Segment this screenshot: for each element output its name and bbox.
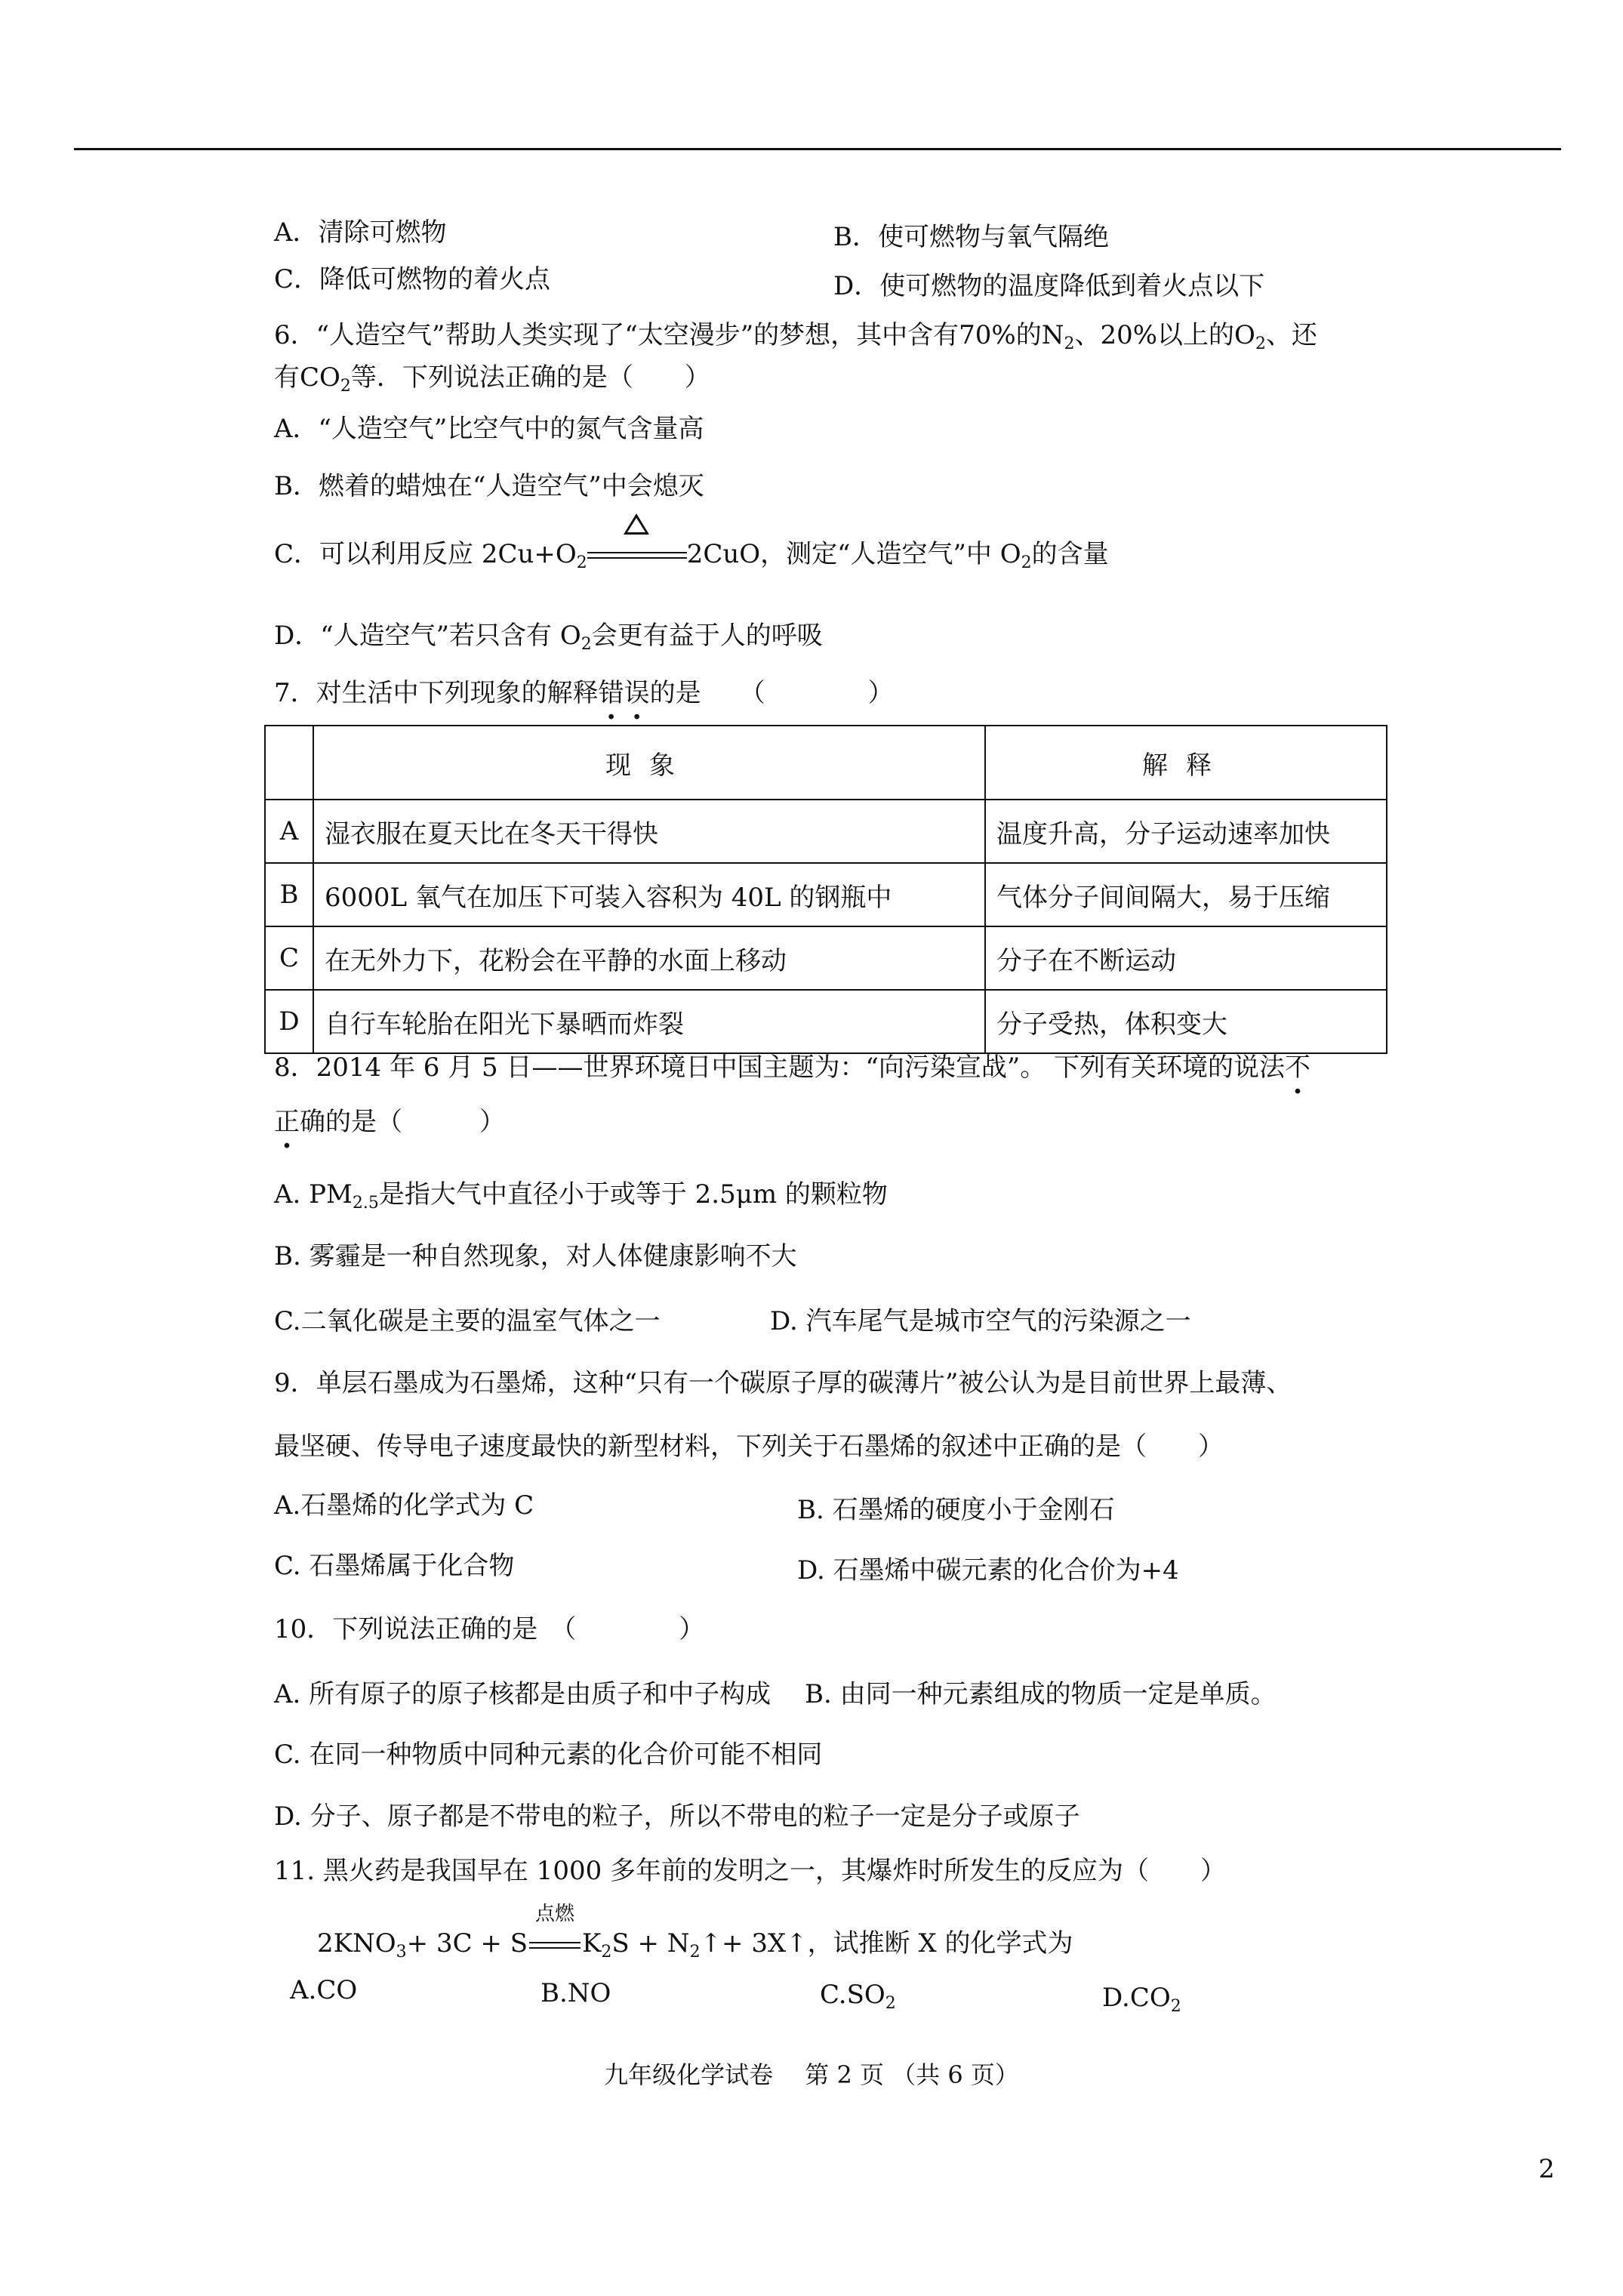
q11-equation: $2KNO_3+ 3C + S$ 点燃 $K_2S$ + $N_2↑+$ 3X↑，试推断 X 的化学式为 xyxy=(317,1903,1073,1962)
row-phenomenon: 湿衣服在夏天比在冬天干得快 xyxy=(313,800,985,863)
q8-stem-line2: 正确的是（ ） xyxy=(274,1107,505,1137)
q8-option-b: B. 雾霾是一种自然现象，对人体健康影响不大 xyxy=(274,1241,797,1271)
q11-option-d: $D.CO_2$ xyxy=(1102,1983,1181,2016)
header-key-cell xyxy=(265,726,313,800)
row-phenomenon: 自行车轮胎在阳光下暴晒而炸裂 xyxy=(313,990,985,1053)
q5-option-d: D．使可燃物的温度降低到着火点以下 xyxy=(833,271,1265,301)
q10-stem: 10．下列说法正确的是 （ ） xyxy=(274,1614,705,1644)
q9-option-b: B. 石墨烯的硬度小于金刚石 xyxy=(797,1495,1115,1525)
q8-option-d: D. 汽车尾气是城市空气的污染源之一 xyxy=(770,1306,1191,1336)
q11-option-b: B.NO xyxy=(540,1978,611,2008)
row-explanation: 分子受热，体积变大 xyxy=(985,990,1387,1053)
table-header-row xyxy=(265,726,1387,800)
q8-option-a: A. $PM_{2.5}$是指大气中直径小于或等于 2.5μm 的颗粒物 xyxy=(274,1179,888,1213)
table-row xyxy=(265,926,1387,990)
q5-option-b: B．使可燃物与氧气隔绝 xyxy=(833,222,1109,252)
q9-option-a: A.石墨烯的化学式为 C xyxy=(274,1490,534,1521)
q6-stem-line1: 6．“人造空气”帮助人类实现了“太空漫步”的梦想，其中含有70%的$N_2$、20%以上的$O_2$、还 xyxy=(274,320,1317,353)
q8-stem-line1: 8．2014 年 6 月 5 日——世界环境日中国主题为：“向污染宣战”。 下列有关环境的说法不 xyxy=(274,1052,1311,1083)
q6-stem-line2: 有$CO_2$等．下列说法正确的是（ ） xyxy=(274,362,710,396)
row-key: D xyxy=(265,990,313,1053)
row-phenomenon: 在无外力下，花粉会在平静的水面上移动 xyxy=(313,926,985,990)
q5-option-a: A．清除可燃物 xyxy=(274,217,447,248)
q7-table xyxy=(264,725,1387,1054)
row-key: B xyxy=(265,863,313,926)
q9-option-c: C. 石墨烯属于化合物 xyxy=(274,1551,515,1581)
row-explanation: 温度升高，分子运动速率加快 xyxy=(985,800,1387,863)
q7-stem: 7．对生活中下列现象的解释错误的是 （ ） xyxy=(274,678,894,708)
row-key: C xyxy=(265,926,313,990)
q6-option-a: A．“人造空气”比空气中的氮气含量高 xyxy=(274,414,704,444)
q10-option-c: C. 在同一种物质中同种元素的化合价可能不相同 xyxy=(274,1740,823,1770)
q10-option-ab: A. 所有原子的原子核都是由质子和中子构成 B. 由同一种元素组成的物质一定是单质。 xyxy=(274,1679,1277,1709)
heating-arrow-icon xyxy=(587,539,687,572)
q9-stem-line2: 最坚硬、传导电子速度最快的新型材料，下列关于石墨烯的叙述中正确的是（ ） xyxy=(274,1432,1224,1462)
row-explanation: 分子在不断运动 xyxy=(985,926,1387,990)
ignition-arrow-icon: 点燃 xyxy=(528,1928,582,1962)
q10-option-d: D. 分子、原子都是不带电的粒子，所以不带电的粒子一定是分子或原子 xyxy=(274,1801,1080,1832)
row-phenomenon: 6000L 氧气在加压下可装入容积为 40L 的钢瓶中 xyxy=(313,863,985,926)
header-rule xyxy=(74,148,1561,150)
q9-option-d: D. 石墨烯中碳元素的化合价为+4 xyxy=(797,1555,1179,1586)
table-row xyxy=(265,800,1387,863)
q11-option-c: $C.SO_2$ xyxy=(820,1980,896,2013)
header-phenomenon: 现象 xyxy=(313,726,985,800)
q11-stem: 11. 黑火药是我国早在 1000 多年前的发明之一，其爆炸时所发生的反应为（ ） xyxy=(274,1856,1227,1886)
header-explanation: 解释 xyxy=(985,726,1387,800)
page-number: 2 xyxy=(1538,2154,1555,2184)
row-key: A xyxy=(265,800,313,863)
q6-option-b: B．燃着的蜡烛在“人造空气”中会熄灭 xyxy=(274,471,704,501)
q6-option-d: D．“人造空气”若只含有 $O_2$会更有益于人的呼吸 xyxy=(274,621,823,654)
q6-option-c: C．可以利用反应 $2Cu+O_2$ 2CuO，测定“人造空气”中 $O_2$的含量 xyxy=(274,538,1109,572)
page-footer: 九年级化学试卷 第 2 页 （共 6 页） xyxy=(604,2060,1019,2089)
q9-stem-line1: 9．单层石墨成为石墨烯，这种“只有一个碳原子厚的碳薄片”被公认为是目前世界上最薄、 xyxy=(274,1368,1292,1398)
table-row xyxy=(265,990,1387,1053)
row-explanation: 气体分子间间隔大，易于压缩 xyxy=(985,863,1387,926)
q5-option-c: C．降低可燃物的着火点 xyxy=(274,264,551,294)
q11-option-a: A.CO xyxy=(290,1975,358,2005)
q8-option-c: C.二氧化碳是主要的温室气体之一 xyxy=(274,1306,661,1336)
table-row xyxy=(265,863,1387,926)
